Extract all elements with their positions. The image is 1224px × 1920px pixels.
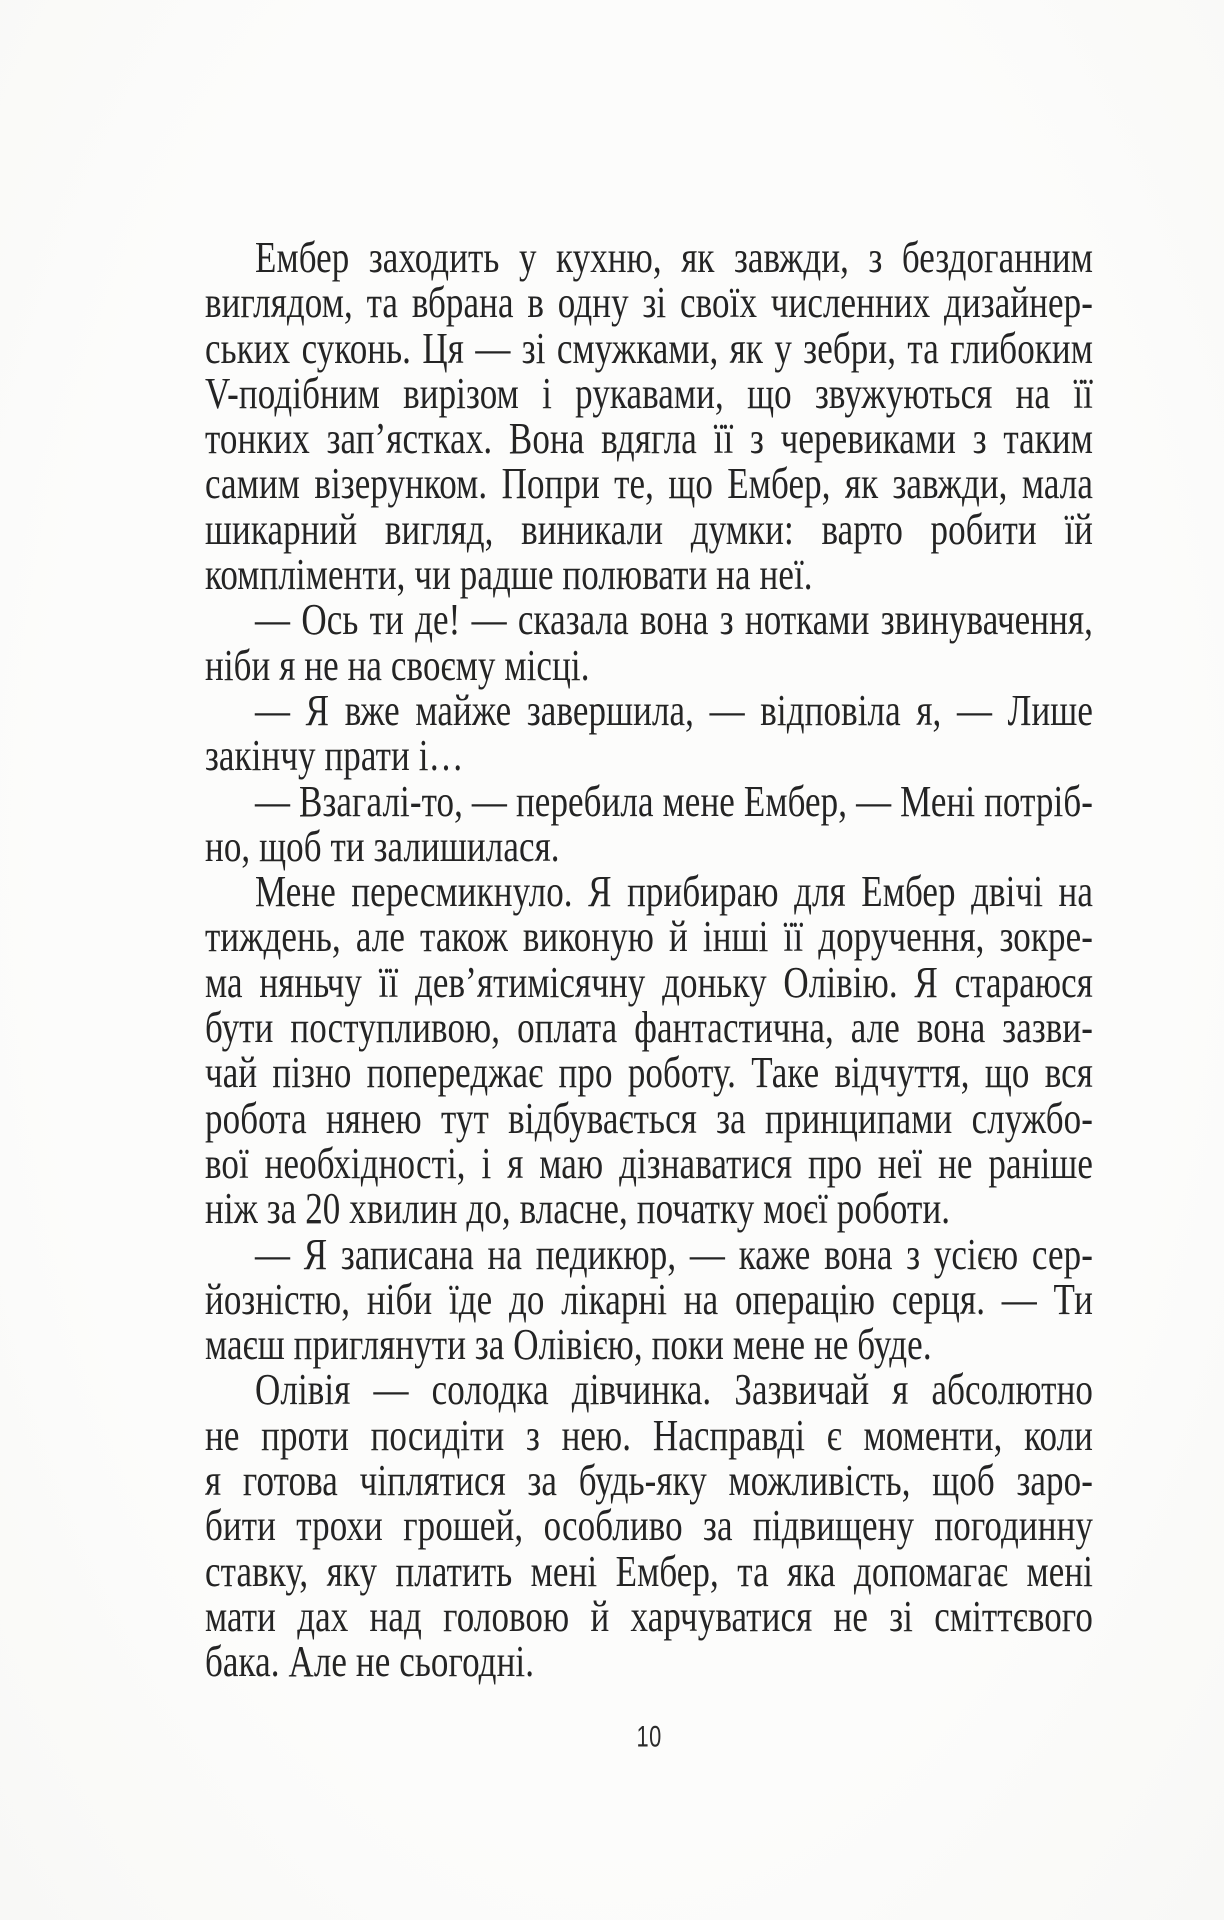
text-line: не проти посидіти з нею. Насправді є моменти, коли <box>205 1410 1093 1460</box>
text-line: ніби я не на своєму місці. <box>205 640 590 690</box>
text-line: ставку, яку платить мені Ембер, та яка допомагає мені <box>205 1546 1093 1596</box>
text-line: компліменти, чи радше полювати на неї. <box>205 549 813 600</box>
text-line: йозністю, ніби їде до лікарні на операцію серця. — Ти <box>205 1274 1093 1324</box>
text-line: я готова чіплятися за будь-яку можливість, щоб заро- <box>205 1455 1093 1506</box>
text-line: ських суконь. Ця — зі смужками, як у зебри, та глибоким <box>205 323 1093 373</box>
text-line: Олівія — солодка дівчинка. Зазвичай я абсолютно <box>255 1365 1093 1415</box>
page-number-value: 10 <box>636 1720 662 1753</box>
text-line: — Ось ти де! — сказала вона з нотками звинувачення, <box>255 595 1093 645</box>
text-line: ма няньчу її дев’ятимісячну доньку Олівію. Я стараюся <box>205 957 1093 1007</box>
text-line: мати дах над головою й харчуватися не зі сміттєвого <box>205 1591 1093 1641</box>
text-line: вої необхідності, і я маю дізнаватися про неї не раніше <box>205 1138 1093 1188</box>
text-line: шикарний вигляд, виникали думки: варто робити їй <box>205 504 1093 554</box>
page-text <box>205 232 1093 1687</box>
text-line: закінчу прати і… <box>205 731 464 781</box>
text-line: бути поступливою, оплата фантастична, але вона зазви- <box>205 1002 1093 1053</box>
text-line: V-подібним вирізом і рукавами, що звужуються на її <box>205 368 1093 418</box>
text-line: самим візерунком. Попри те, що Ембер, як завжди, мала <box>205 459 1093 509</box>
text-line: Мене пересмикнуло. Я прибираю для Ембер двічі на <box>255 867 1093 917</box>
text-line: бити трохи грошей, особливо за підвищену погодинну <box>205 1501 1093 1551</box>
text-line: — Я вже майже завершила, — відповіла я, — Лише <box>255 685 1093 736</box>
text-line: робота нянею тут відбувається за принципами службо- <box>205 1093 1093 1143</box>
text-line: тиждень, але також виконую й інші її доручення, зокре- <box>205 912 1093 962</box>
text-line: ніж за 20 хвилин до, власне, початку моєї роботи. <box>205 1184 951 1234</box>
text-line: маєш приглянути за Олівією, поки мене не буде. <box>205 1320 932 1370</box>
text-line: но, щоб ти залишилася. <box>205 821 560 871</box>
text-line: бака. Але не сьогодні. <box>205 1637 535 1687</box>
page-number <box>205 1721 1093 1753</box>
text-line: Ембер заходить у кухню, як завжди, з бездоганним <box>255 232 1093 283</box>
text-line: виглядом, та вбрана в одну зі своїх численних дизайнер- <box>205 278 1093 328</box>
text-line: тонких зап’ястках. Вона вдягла її з черевиками з таким <box>205 414 1093 464</box>
text-line: — Я записана на педикюр, — каже вона з усією сер- <box>255 1229 1093 1279</box>
text-line: — Взагалі-то, — перебила мене Ембер, — Мені потріб- <box>255 776 1093 826</box>
text-line: чай пізно попереджає про роботу. Таке відчуття, що вся <box>205 1048 1093 1098</box>
